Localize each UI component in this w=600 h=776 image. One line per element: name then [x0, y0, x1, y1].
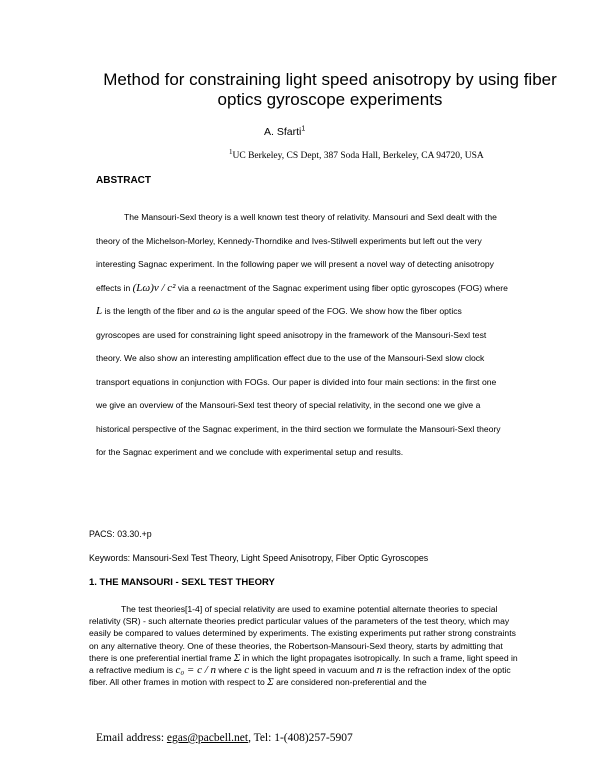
telephone: , Tel: 1-(408)257-5907 — [248, 732, 353, 744]
abstract-heading: ABSTRACT — [96, 175, 151, 186]
affiliation-text: UC Berkeley, CS Dept, 387 Soda Hall, Berkeley, CA 94720, USA — [232, 151, 484, 161]
keywords-line: Keywords: Mansouri-Sexl Test Theory, Light Speed Anisotropy, Fiber Optic Gyroscopes — [89, 553, 429, 563]
pacs-line: PACS: 03.30.+p — [89, 529, 152, 539]
title-line-2: optics gyroscope experiments — [217, 90, 443, 109]
paper-title — [60, 70, 600, 110]
section-math-sigma-2: Σ — [267, 676, 274, 689]
section-text-3: where — [218, 665, 242, 676]
section-1-heading: 1. THE MANSOURI - SEXL TEST THEORY — [89, 577, 275, 588]
title-line-1: Method for constraining light speed anisotropy by using fiber — [103, 70, 557, 89]
abstract-math-omega: ω — [212, 305, 221, 318]
section-text-6: are considered non-preferential and the — [276, 677, 427, 688]
section-math-n: n — [376, 664, 383, 677]
abstract-text-2: via a reenactment of the Sagnac experiment using fiber optic gyroscopes (FOG) where — [177, 282, 508, 293]
section-math-c0: c₀ = c / n — [175, 664, 217, 677]
affiliation — [229, 147, 484, 161]
abstract-math-L: L — [96, 305, 103, 318]
section-text-1: The test theories[1-4] of special relativity are used to examine potential alternate theories to special relativity (SR) - such alternate theories predict particular values of the parameters of the test theory, which may easily be compared to values determined by experiments. The existing experiments put rather strong constraints on any alternative theory. One of these theories, the Robertson-Mansouri-Sexl theory, starts by admitting that there is one preferential inertial frame — [89, 604, 516, 663]
author-name: A. Sfarti — [264, 126, 302, 138]
abstract-text-1: The Mansouri-Sexl theory is a well known test theory of relativity. Mansouri and Sexl dealt with the theory of the Michelson-Morley, Kennedy-Thorndike and Ives-Stilwell experiments but left out the very interesting Sagnac experiment. In the following paper we will present a novel way of detecting anisotropy effects in — [96, 212, 497, 293]
footer-contact — [96, 732, 353, 744]
abstract-math-formula: (Lω)v / c² — [132, 281, 176, 294]
section-text-4: is the light speed in vacuum and — [251, 665, 375, 676]
author-superscript: 1 — [301, 125, 306, 133]
email-link[interactable]: egas@pacbell.net — [166, 732, 249, 744]
affiliation-superscript: 1 — [229, 147, 233, 156]
abstract-body — [96, 206, 508, 465]
section-math-sigma-1: Σ — [233, 651, 241, 664]
section-1-body — [89, 603, 519, 688]
section-text-2: in which the light propagates isotropically. In such a frame, light speed in a refractive medium is — [89, 652, 518, 676]
abstract-text-4: is the angular speed of the FOG. We show how the fiber optics gyroscopes are used for constraining light speed anisotropy in the framework of the Mansouri-Sexl test theory. We also show an interesting amplification effect due to the use of the Mansouri-Sexl slow clock transport equations in conjunction with FOGs. Our paper is divided into four main sections: in the first one we give an overview of the Mansouri-Sexl test theory of special relativity, in the second one we give a historical perspective of the Sagnac experiment, in the third section we formulate the Mansouri-Sexl theory for the Sagnac experiment and we conclude with experimental setup and results. — [96, 306, 501, 458]
author — [264, 126, 305, 138]
abstract-text-3: is the length of the fiber and — [104, 306, 211, 317]
email-label: Email address: — [96, 732, 165, 744]
section-text-5: is the refraction index of the optic fiber. All other frames in motion with respect to — [89, 665, 511, 688]
section-math-c: c — [244, 664, 250, 677]
